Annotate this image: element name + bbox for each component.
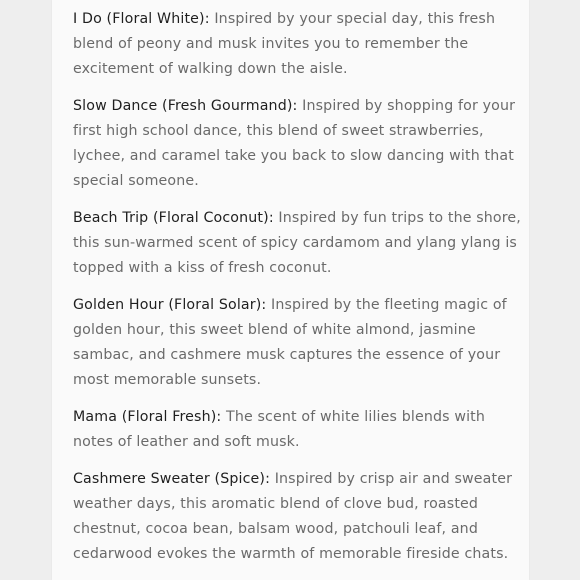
scent-entry-golden-hour	[73, 293, 521, 393]
scent-description: Inspired by crisp air and sweater weather days, this aromatic blend of clove bud, roasted chestnut, cocoa bean, balsam wood, patchouli leaf, and cedarwood evokes the warmth of memorable fireside chats.	[73, 471, 513, 562]
scent-description: Inspired by shopping for your first high school dance, this blend of sweet strawberries, lychee, and caramel take you back to slow dancing with that special someone.	[73, 98, 516, 189]
scent-name: I Do (Floral White):	[73, 11, 210, 27]
scent-description: Inspired by your special day, this fresh blend of peony and musk invites you to remember the excitement of walking down the aisle.	[73, 11, 496, 77]
scent-descriptions-page	[52, 0, 529, 580]
scent-entry-beach-trip	[73, 206, 521, 281]
scent-entry-cashmere-sweater	[73, 467, 521, 567]
scent-name: Mama (Floral Fresh):	[73, 409, 222, 425]
scent-name: Beach Trip (Floral Coconut):	[73, 210, 274, 226]
scent-description: Inspired by the fleeting magic of golden hour, this sweet blend of white almond, jasmine sambac, and cashmere musk captures the essence of your most memorable sunsets.	[73, 297, 507, 388]
scent-description: Inspired by fun trips to the shore, this sun-warmed scent of spicy cardamom and ylang ylang is topped with a kiss of fresh coconut.	[73, 210, 521, 276]
scent-description: The scent of white lilies blends with notes of leather and soft musk.	[73, 409, 486, 450]
left-background	[0, 0, 52, 580]
scent-name: Slow Dance (Fresh Gourmand):	[73, 98, 298, 114]
scent-entry-slow-dance	[73, 94, 521, 194]
scent-name: Cashmere Sweater (Spice):	[73, 471, 271, 487]
right-background	[529, 0, 580, 580]
scent-entry-mama	[73, 405, 521, 455]
scent-name: Golden Hour (Floral Solar):	[73, 297, 267, 313]
scent-entry-i-do	[73, 7, 521, 82]
